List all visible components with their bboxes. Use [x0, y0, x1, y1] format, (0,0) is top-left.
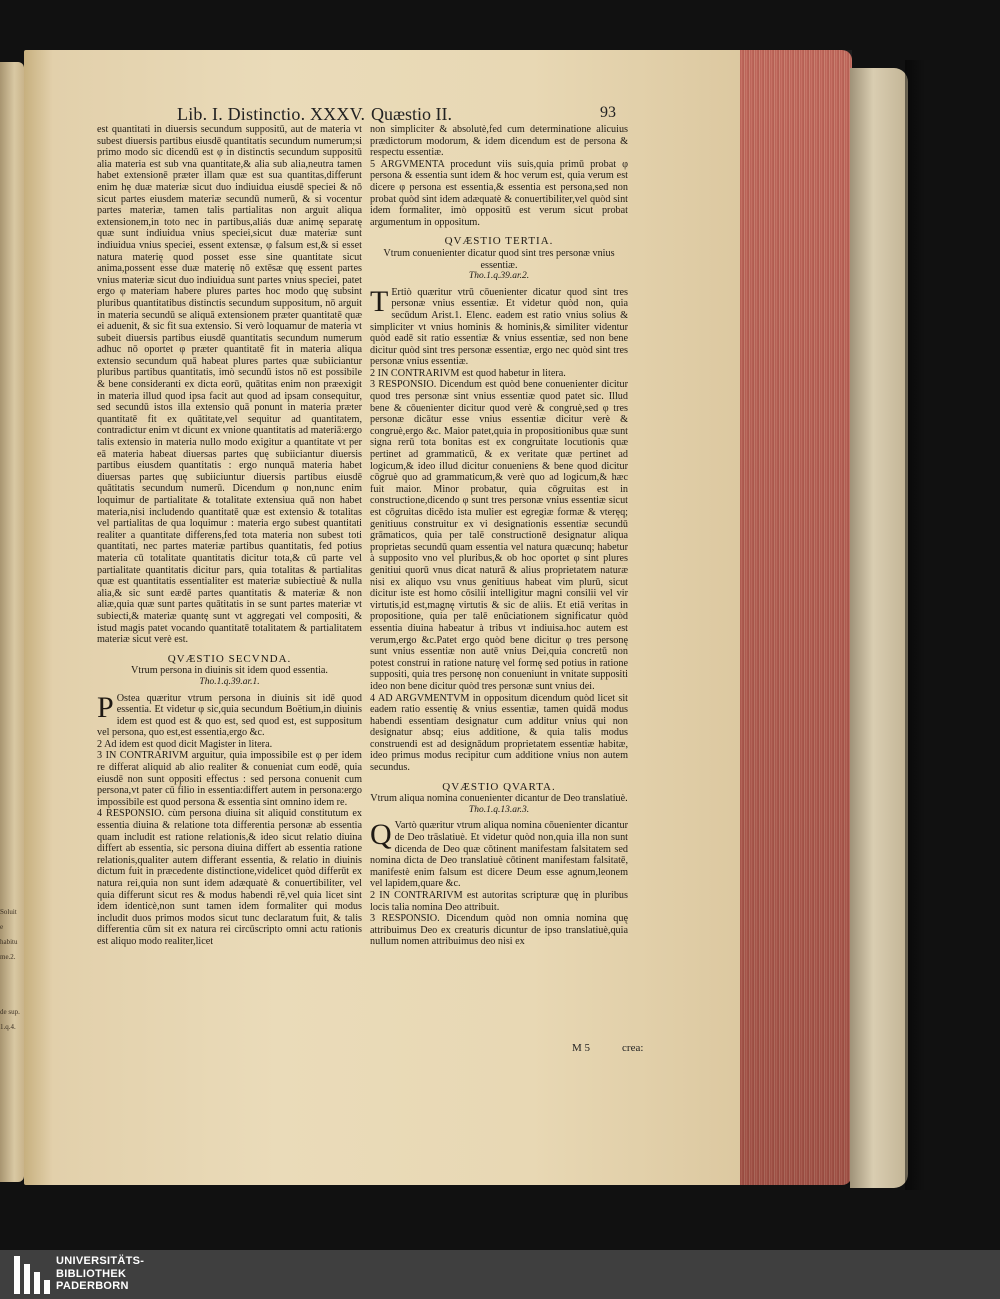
- paragraph: 5 ARGVMENTA procedunt viis suis,quia primū probat φ persona & essentia sunt idem & hoc verum est, quia verum est dicere φ persona est essentia,& essentia est persona,sed non probat quòd sint idem adæquatè & conuertibiliter,vel quòd sint idem formaliter, imò oppositū est verum sicut probat argumentum in oppositum.: [370, 158, 628, 228]
- margin-note: de sup.: [0, 1008, 20, 1016]
- footer-bar: [0, 1250, 1000, 1299]
- question-title: QVÆSTIO TERTIA.: [444, 235, 554, 248]
- question-subtitle: Vtrum persona in diuinis sit idem quod essentia.: [131, 665, 328, 677]
- drop-cap: T: [370, 284, 389, 318]
- facing-page-margin-notes: [0, 905, 20, 1035]
- drop-cap: Q: [370, 818, 392, 852]
- paragraph: Q Vartò quæritur vtrum aliqua nomina cōuenienter dicantur de Deo trāslatiuè. Et videtur quòd non,quia illa non sunt dicenda de Deo quæ cōtinent manifestam falsitatem sed nomina dicta de Deo translatiuè cōtinent manifestam falsitatē, manifestè enim falsum est dicere Deum esse agnum,leonem vel lapidem,quare &c.: [370, 818, 628, 890]
- vellum-cover: [850, 68, 908, 1188]
- drop-cap: P: [97, 690, 114, 724]
- signature-mark: M 5: [572, 1042, 591, 1054]
- paragraph: 3 IN CONTRARIVM arguitur, quia impossibile est φ per idem re differat aliquid ab alio realiter & conueniat cum eodē, quia eiusdē non sunt oppositi effectus : sed persona conuenit cum persona,vt pater cū filio in essentia:differt autem in persona:ergo impossibile est quod persona & essentia sint omnino idem re.: [97, 750, 362, 808]
- library-name-line: BIBLIOTHEK: [56, 1267, 127, 1280]
- paragraph: est quantitati in diuersis secundum suppositū, aut de materia vt subest diuersis partibus eiusdē quantitatis secundum numerum;si primo modo sic dicendū est φ in distinctis secundum suppositū alia materia est sub vna quantitate,& alia sub alia,neutra tamen habet extensionē præter illam quæ est sua quantitas,differunt enim hę duæ materiæ sicut duo indiuidua eiusdē speciei & nō sicut partes eiusdem materiæ secundū numerū, & si vocentur partes materiæ, tamen talis partialitas non arguit aliqua extensionem,in toto nec in partibus,aliás duæ animę separatę quæ sunt indiuidua vnius speciei,sicut duæ materiæ sunt indiuidua vnius speciei, essent extensæ, φ falsum est,& si esset natura materię quod posset esse sine quantitate sicut anima,possent esse duæ materię nō extēsæ quę essent partes vnius materiæ sicut duo indiuidua sunt partes vnius speciei, patet ergo φ materiam habere plures partes hoc modo quę subsint pluribus quantitatibus distinctis secundum suppositum, nō arguit in materia secundū se aliquā extensionem præter quantitatē quæ ei aduenit, & sic fit sua extensio. Si verò loquamur de materia vt subeit diuersis partibus eiusdē quantitatis secundum numerum adhuc nō oportet φ præter quantitatē fit in materia aliqua extensio secundum quā habeat plures partes quæ subiiciantur pluribus partibus quantitatis, imò secundū istos nō est possibile & bene consideranti ex dicta eorū, quātitas enim non præexigit in materia illud quod ipsa facit aut quod ad ipsam consequitur, sed secundū istos illa extensio quā ponunt in materia præter quantitatē fit ex quātitate,vel sequitur ad quantitatem, contradictur enim vt dicunt ex vnione quantitatis ad materiā:ergo talis extensio in materia nullo modo exigitur a quantitate vt per eā materia habeat diuersas partes quę subiiciantur diuersis partibus eiusdem quantitatis : ergo nunquā materia habet diuersas partes quę subiiciuntur diuersis partibus eiusdē quātitatis secundum numerū. Dicendum φ non,nunc enim loquimur de partialitate & totalitate extensiua quā non habet materia,nisi includendo quantitatē quæ est extensio & totalitas vel partialitas de qua loquimur : materia ergo subest quantitati realiter a quantitate differens,fed tota materia non subest toti quantitati, nec partes materiæ partibus quantitatis, fed potius materia cū totalitate quantitatis dicitur tota,& cū parte vel partialitate quantitatis dicitur pars, quia totalitas & partialitas quæ est quantitatis essentialiter est materiæ subiectiuè & nulla alia,& sic sunt eædē partes quantitatis & materiæ & non aliæ,quia quæ sunt partes quātitatis in se sunt partes materiæ vt subiecti,& materiæ quantę sunt vt aggregati vel compositi, & istud magis patet vocando quantitatē totalitatem & partialitatem materiæ sicut verè est.: [97, 124, 362, 646]
- question-title: QVÆSTIO QVARTA.: [442, 780, 556, 793]
- question-reference: Tho.1.q.39.ar.2.: [468, 271, 530, 282]
- left-text-column: [97, 124, 362, 948]
- margin-note: 1.q.4.: [0, 1023, 16, 1031]
- catchword: crea:: [622, 1042, 644, 1054]
- question-title: QVÆSTIO SECVNDA.: [167, 652, 292, 665]
- library-logo-icon: [14, 1256, 50, 1294]
- paragraph: 4 RESPONSIO. cùm persona diuina sit aliquid constitutum ex essentia diuina & relatione tota differentia personæ ab essentia quam includit est ratione relationis,& ideo sicut relatio diuina differt ab essentia, sic persona diuina differt ab essentia ratione relationis,qualiter autem differant essentia, & relatio in diuinis dictum fuit in præcedente distinctione,videlicet quòd differūt ex natura rei,quia non sunt idem adæquatè & conuertibiliter, vel quia differunt sicut res & modus habendi rē,vel quia licet sint idem identicè,non sunt tamen idem formaliter qui modus includit duos primos modos sicut tunc declaratum fuit, & talis differentia cūm sit ex natura rei circūscripto omni actu rationis est aliquo modo realiter,licet: [97, 808, 362, 947]
- question-reference: Tho.1.q.39.ar.1.: [199, 676, 260, 687]
- page-edges-red: [740, 50, 852, 1185]
- paragraph: non simpliciter & absolutè,fed cum determinatione alicuius prædictorum modorum, & idem dicendum est de persona & respectu essentiæ.: [370, 124, 628, 159]
- paragraph: T Ertiò quæritur vtrū cōuenienter dicatur quod sint tres personæ vnius essentiæ. Et videtur quòd non, quia secūdum Arist.1. Elenc. eadem est ratio vnius solius & simpliciter vt vnius hominis & hominis,& similiter videntur quòd eadē sit ratio essentiæ & vnius essentiæ, sed non bene dicitur quòd sint tres personæ essentiæ, ergo nec quòd sint tres personæ vnius essentiæ.: [370, 284, 628, 368]
- question-subtitle: Vtrum aliqua nomina conuenienter dicantur de Deo translatiuè.: [370, 793, 628, 805]
- running-head-left: Lib. I. Distinctio. XXXV.: [177, 104, 366, 124]
- running-head-right: Quæstio II.: [371, 104, 452, 124]
- question-subtitle: Vtrum conuenienter dicatur quod sint tres personæ vnius essentiæ.: [383, 247, 615, 271]
- paragraph: 2 IN CONTRARIVM est autoritas scripturæ quę in pluribus locis talia nomina Deo attribuit.: [370, 890, 628, 913]
- signature-line: [540, 1042, 644, 1054]
- paragraph: 3 RESPONSIO. Dicendum quòd non omnia nomina quę attribuimus Deo ex creaturis dicuntur de ipso translatiuè,quia nullum nomen attribuimus deo nisi ex: [370, 913, 628, 948]
- paragraph: 2 IN CONTRARIVM est quod habetur in litera.: [370, 367, 566, 379]
- margin-note: Soluit: [0, 908, 17, 916]
- library-name-line: UNIVERSITÄTS-: [56, 1255, 145, 1267]
- question-reference: Tho.1.q.13.ar.3.: [468, 804, 530, 815]
- library-name: [56, 1255, 144, 1293]
- margin-note: me.2.: [0, 953, 16, 961]
- library-name-line: PADERBORN: [56, 1280, 129, 1292]
- right-text-column: [370, 124, 628, 948]
- paragraph: 4 AD ARGVMENTVM in oppositum dicendum quòd licet sit eadem ratio essentię & vnius essentiæ, tamen quidā modus habendi essentiam designatur cum additur vnius qui non designatur absq; eius additione, & quia talis modus construendi est ad designādum proprietatem essentiæ habitæ, ideo primus modus recipitur cum additione vnius non autem secundus.: [370, 692, 628, 774]
- margin-note: e habitu: [0, 923, 18, 946]
- page-number: 93: [600, 104, 616, 121]
- cover-shadow: [905, 60, 925, 1190]
- paragraph: 2 Ad idem est quod dicit Magister in litera.: [97, 738, 273, 750]
- paragraph: P Ostea quæritur vtrum persona in diuinis sit idē quod essentia. Et videtur φ sic,quia secundum Boëtium,in diuinis idem est quod est & quo est, sed quod est, est suppositum vel persona, quo est,est essentia,ergo &c.: [97, 690, 362, 739]
- paragraph: 3 RESPONSIO. Dicendum est quòd bene conuenienter dicitur quod tres personæ sint vnius essentiæ quod patet sic. Illud bene & cōuenienter dicitur quod verè & congruè,sed φ tres personæ dicātur esse vnius essentiæ dicitur verè & congruè,ergo &c. Maior patet,quia in propositionibus quæ sunt signa rerū tota bonitas est ex congruitate locutionis quæ pertinet ad grammaticū, & ex veritate quæ pertinet ad logicum,& ideo illud dicitur conueniens & bene quod dicitur cōgruè quo ad grammaticum,& verè quo ad logicum,& hæc fuit maior. Minor probatur, quia cōgruitas est in constructione,dicendo φ sunt tres personæ vnius essentiæ sicut est cōgruitas dicēdo ista mulier est egregiæ formæ & vteręq; genitiuus construitur ex vi designationis essentiæ secundū grāmaticos, quia per talē constructionē designatur aliqua proprietas secundū quam essentia vel natura quæcunq; habetur à supposito vno vel pluribus,& ob hoc oportet φ sint plures genitiui quorū vnus dicat naturā & alius proprietatem naturæ nisi ex aliquo vsu vnus genitiuus habeat vim plurū, sicut dicitur iste est homo cōsilii intelligitur magni consilii vel vir virtutis,id est,magnę virtutis & sic de aliis. Et etiā veritas in propositione, quia per talē enūciationem significatur quòd essentia diuina habeatur à tribus vt indiuisa.hoc autem est verum,ergo &c.Patet ergo quòd bene dicitur φ tres personę sunt vnius essentiæ non autē vnius Dei,quia concretū non potest construi in ratione naturę vel formę sed potius in ratione suppositi, quia tres personę non conueniunt in vnitate suppositi ideo non bene dicitur quòd tres personæ sunt vnius dei.: [370, 379, 628, 692]
